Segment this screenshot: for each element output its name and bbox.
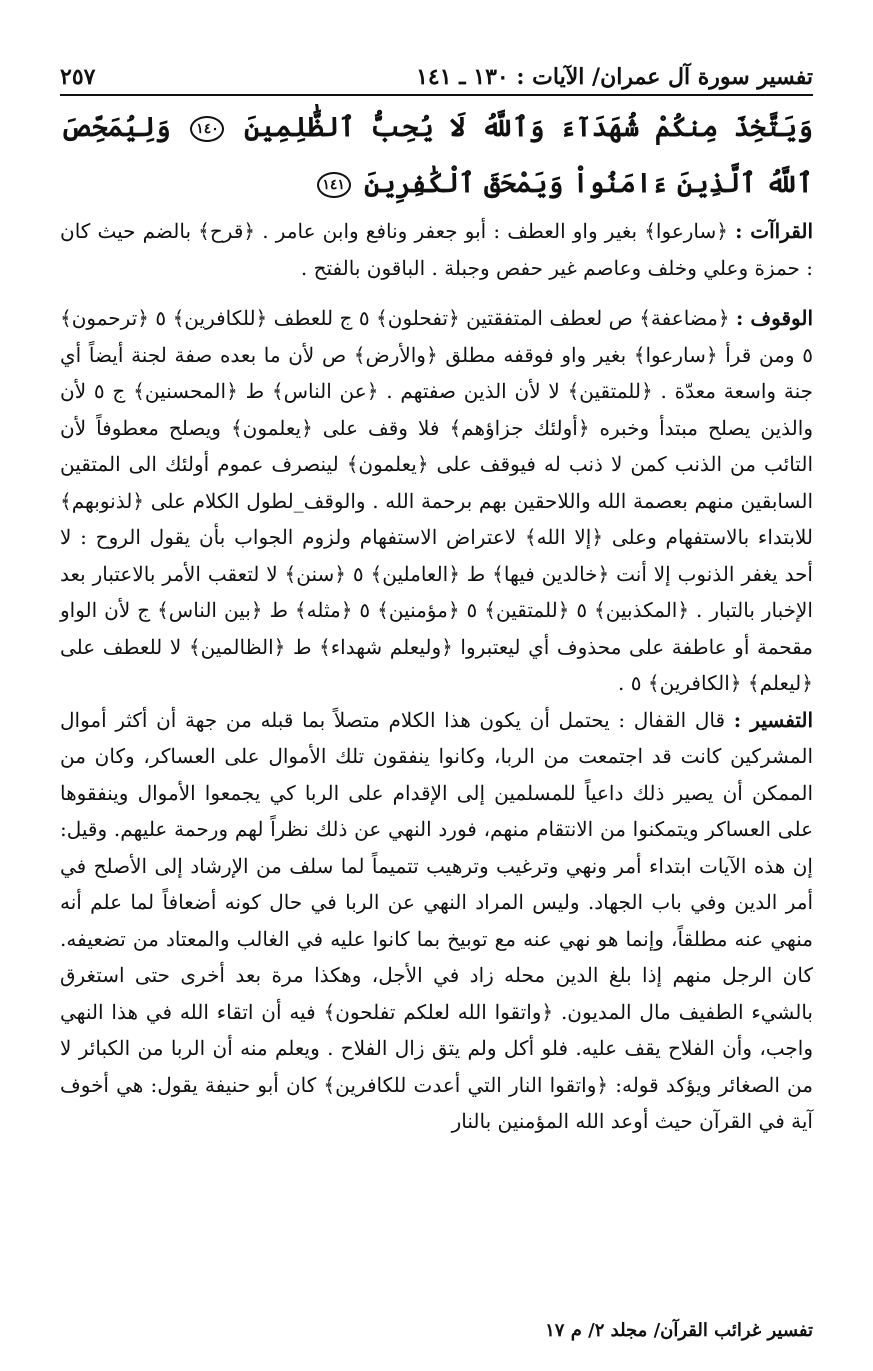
verse-text-140: وَيَتَّخِذَ مِنكُمْ شُهَدَآءَ وَٱللَّهُ لَا يُحِبُّ ٱلظَّٰلِمِينَ bbox=[244, 112, 813, 143]
section-label: القراآت : bbox=[735, 219, 813, 243]
section-text: ﴿مضاعفة﴾ ص لعطف المتفقتين ﴿تفحلون﴾ ٥ ج للعطف ﴿للكافرين﴾ ٥ ﴿ترحمون﴾ ٥ ومن قرأ ﴿سارعوا﴾ بغير واو فوقفه مطلق ﴿والأرض﴾ ص لأن ما بعده صفة لجنة أيضاً أي جنة واسعة معدّة . ﴿للمتقين﴾ لا لأن الذين صفتهم . ﴿عن الناس﴾ ط ﴿المحسنين﴾ ج ٥ لأن والذين يصلح مبتدأ وخبره ﴿أولئك جزاؤهم﴾ فلا وقف على ﴿يعلمون﴾ ويصلح معطوفاً لأن التائب من الذنب كمن لا ذنب له فيوقف على ﴿يعلمون﴾ لينصرف عموم أولئك الى المتقين السابقين منهم بعصمة الله واللاحقين بهم برحمة الله . والوقف_لطول الكلام على ﴿لذنوبهم﴾ للابتداء بالاستفهام وعلى ﴿إلا الله﴾ لاعتراض الاستفهام ولزوم الجواب بأن يقول الروح : لا أحد يغفر الذنوب إلا أنت ﴿خالدين فيها﴾ ط ﴿العاملين﴾ ٥ ﴿سنن﴾ لا لتعقب الأمر بالاعتبار بعد الإخبار بالتبار . ﴿المكذبين﴾ ٥ ﴿للمتقين﴾ ٥ ﴿مؤمنين﴾ ٥ ﴿مثله﴾ ط ﴿بين الناس﴾ ج لأن الواو مقحمة أو عاطفة على محذوف أي ليعتبروا ﴿وليعلم شهداء﴾ ط ﴿الظالمين﴾ لا للعطف على ﴿ليعلم﴾ ﴿الكافرين﴾ ٥ . bbox=[60, 306, 813, 695]
page-number: ٢٥٧ bbox=[60, 64, 96, 90]
verse-text-141: وَلِيُمَحِّصَ ٱللَّهُ ٱلَّذِينَ ءَامَنُواْ وَيَمْحَقَ ٱلْكَٰفِرِينَ bbox=[60, 112, 813, 199]
tafsir-section bbox=[60, 702, 813, 1140]
ayah-number-marker: ١٤٠ bbox=[190, 116, 224, 142]
section-text: قال القفال : يحتمل أن يكون هذا الكلام متصلاً بما قبله من جهة أن أكثر أموال المشركين كانت قد اجتمعت من الربا، وكانوا ينفقون تلك الأموال على العساكر، وكان من الممكن أن يصير ذلك داعياً للمسلمين إلى الإقدام على الربا كي يجمعوا الأموال وينفقوها على العساكر ويتمكنوا من الانتقام منهم، فورد النهي عن ذلك نظراً لهم ورحمة عليهم. وقيل: إن هذه الآيات ابتداء أمر ونهي وترغيب وترهيب تتميماً لما سلف من الإرشاد إلى الأصلح في أمر الدين وفي باب الجهاد. وليس المراد النهي عن الربا في حال كونه أضعافاً لما علم أنه منهي عنه مطلقاً، وإنما هو نهي عنه مع توبيخ بما كانوا عليه في الغالب والمعتاد من تضعيفه. كان الرجل منهم إذا بلغ الدين محله زاد في الأجل، وهكذا مرة بعد أخرى حتى استغرق بالشيء الطفيف مال المديون. ﴿واتقوا الله لعلكم تفلحون﴾ فيه أن اتقاء الله في هذا النهي واجب، وأن الفلاح يقف عليه. فلو أكل ولم يتق زال الفلاح . ويعلم منه أن الربا من الكبائر لا من الصغائر ويؤكد قوله: ﴿واتقوا النار التي أعدت للكافرين﴾ كان أبو حنيفة يقول: هي أخوف آية في القرآن حيث أوعد الله المؤمنين بالنار bbox=[60, 707, 813, 1133]
section-label: التفسير : bbox=[733, 707, 814, 732]
wuquf-section bbox=[60, 300, 813, 702]
ayah-number-marker: ١٤١ bbox=[317, 172, 351, 198]
commentary-body bbox=[60, 213, 813, 1140]
quran-verse bbox=[60, 100, 813, 212]
section-label: الوقوف : bbox=[735, 306, 813, 330]
page-footer: تفسير غرائب القرآن/ مجلد ٢/ م ١٧ bbox=[545, 1320, 813, 1341]
section-text: ﴿سارعوا﴾ بغير واو العطف : أبو جعفر ونافع وابن عامر . ﴿قرح﴾ بالضم حيث كان : حمزة وعلي وخلف وعاصم غير حفص وجبلة . الباقون بالفتح . bbox=[60, 219, 813, 280]
running-title: تفسير سورة آل عمران/ الآيات : ١٣٠ ـ ١٤١ bbox=[416, 64, 813, 90]
qiraat-section bbox=[60, 213, 813, 286]
page-header bbox=[60, 48, 813, 96]
